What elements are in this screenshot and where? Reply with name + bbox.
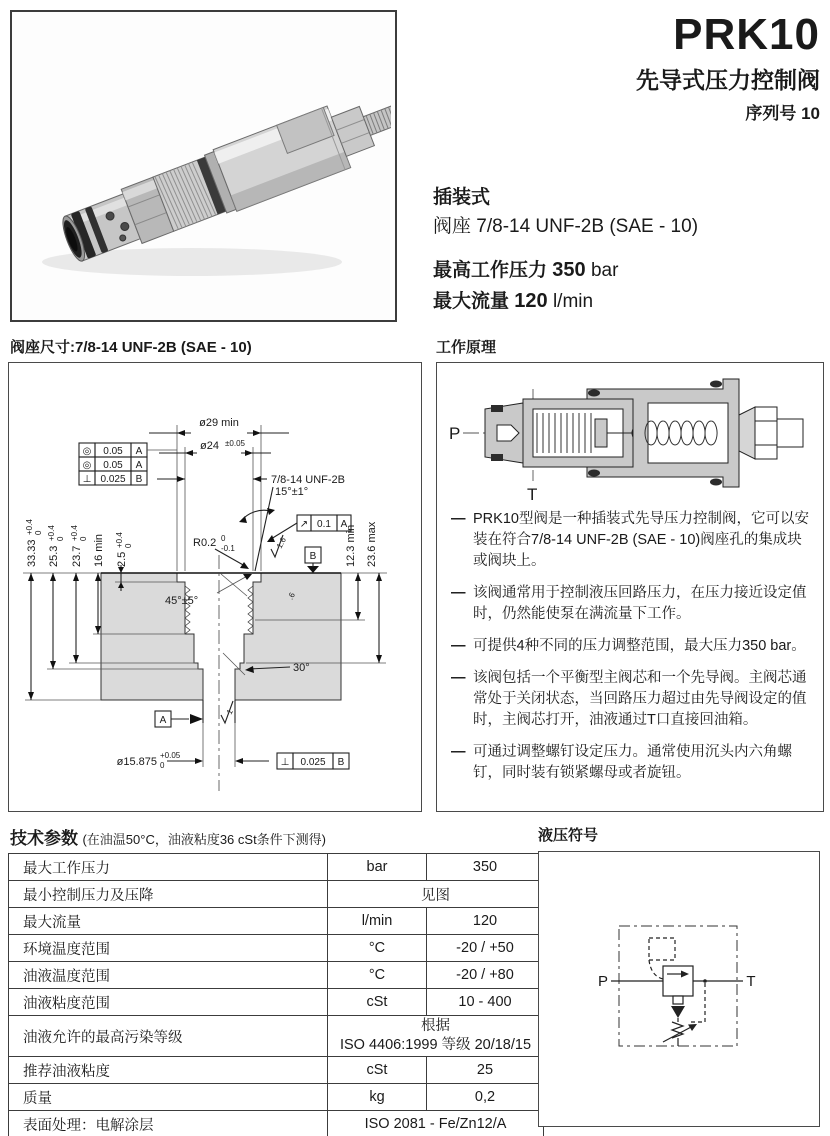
port-t-label: T [527, 485, 538, 504]
principle-bullet [451, 583, 809, 625]
svg-text:A: A [135, 460, 143, 471]
housing-section [101, 573, 341, 723]
specs-title: 技术参数 [10, 829, 78, 848]
port-p-label: P [449, 424, 461, 443]
hydraulic-symbol [539, 852, 816, 1123]
svg-text:1.6: 1.6 [274, 535, 288, 550]
drawing-section-title: 阀座尺寸:7/8-14 UNF-2B (SAE - 10) [10, 339, 252, 356]
valve-cross-section-diagram [437, 363, 820, 505]
svg-text:30°: 30° [293, 662, 310, 674]
svg-text:0: 0 [79, 536, 88, 541]
bullet-marker: — [451, 511, 466, 527]
spec-value: 25 [427, 1057, 544, 1084]
svg-text:+0.4: +0.4 [25, 519, 34, 535]
svg-text:0: 0 [124, 543, 133, 548]
svg-text:↗: ↗ [299, 519, 309, 530]
spec-value: -20 / +80 [427, 962, 544, 989]
intro-block [433, 184, 823, 316]
spec-label: 质量 [9, 1084, 328, 1111]
spec-unit: l/min [328, 908, 427, 935]
spec-label: 油液粘度范围 [9, 989, 328, 1016]
spec-label: 环境温度范围 [9, 935, 328, 962]
svg-text:+0.4: +0.4 [70, 525, 79, 541]
principle-bullets [451, 509, 809, 795]
svg-text:0.05: 0.05 [103, 446, 123, 457]
adjusting-screw [739, 407, 803, 459]
valve-assembly [55, 82, 391, 272]
pilot-stage [523, 399, 648, 467]
spec-unit: °C [328, 962, 427, 989]
spec-label: 油液温度范围 [9, 962, 328, 989]
bullet-text: 可提供4种不同的压力调整范围，最大压力350 bar。 [473, 638, 806, 655]
spec-label: 表面处理：电解涂层 [9, 1111, 328, 1136]
max-pressure-value: 350 [552, 259, 586, 281]
spec-label: 最小控制压力及压降 [9, 881, 328, 908]
spec-label: 最大流量 [9, 908, 328, 935]
bullet-marker: — [451, 744, 466, 761]
spec-unit: kg [328, 1084, 427, 1111]
svg-text:ø15.875: ø15.875 [116, 756, 157, 768]
dim-bore [117, 723, 269, 770]
specs-note: (在油温50°C，油液粘度36 cSt条件下测得) [82, 832, 327, 847]
cavity-drawing-box [8, 362, 422, 812]
specs-header [10, 824, 326, 849]
max-flow-label: 最大流量 [433, 290, 510, 312]
principle-section-title: 工作原理 [436, 339, 497, 356]
svg-text:A: A [135, 446, 143, 457]
datum-a [155, 711, 203, 727]
svg-text:0.05: 0.05 [103, 460, 123, 471]
spec-unit: cSt [328, 1057, 427, 1084]
product-photo [10, 10, 397, 322]
bullet-text: 可通过调整螺钉设定压力。通常使用沉头内六角螺钉，同时装有锁紧螺母或者旋钮。 [473, 744, 792, 782]
spec-value-line1: 根据 [421, 1018, 450, 1035]
svg-text:23.6 max: 23.6 max [366, 521, 378, 567]
svg-text:23.7: 23.7 [71, 545, 83, 567]
svg-text:25.3: 25.3 [48, 545, 60, 567]
specs-table [8, 853, 544, 1136]
bullet-marker: — [451, 585, 466, 602]
spec-label: 最大工作压力 [9, 854, 328, 881]
svg-text:45°±5°: 45°±5° [165, 595, 199, 607]
svg-text:+0.05: +0.05 [160, 751, 181, 760]
relief-valve-symbol [611, 938, 743, 1046]
perpendicularity-frame [277, 753, 349, 769]
svg-text:B: B [309, 551, 317, 562]
spec-value: 120 [427, 908, 544, 935]
product-subtitle: 先导式压力控制阀 [636, 67, 820, 94]
spec-unit: bar [328, 854, 427, 881]
series-number: 序列号 10 [745, 104, 820, 124]
spec-value [328, 1016, 544, 1057]
bullet-text: PRK10型阀是一种插装式先导压力控制阀，它可以安装在符合7/8-14 UNF-2B (SAE - 10)阀座孔的集成块或阀块上。 [473, 511, 809, 570]
svg-text:⊥: ⊥ [82, 474, 92, 485]
svg-text:0.025: 0.025 [300, 757, 326, 768]
spec-value: 350 [427, 854, 544, 881]
svg-text:-0.1: -0.1 [221, 544, 235, 553]
max-flow-line [433, 286, 823, 317]
svg-text:1.6: 1.6 [224, 591, 297, 716]
table-row [9, 881, 544, 908]
dim-radius [193, 534, 249, 569]
svg-text:33.33: 33.33 [26, 539, 38, 567]
symbol-box [538, 851, 820, 1127]
bullet-marker: — [451, 638, 466, 655]
svg-text:◎: ◎ [82, 460, 92, 471]
cavity-spec: 阀座 7/8-14 UNF-2B (SAE - 10) [433, 215, 699, 237]
dim-d24 [159, 439, 271, 456]
symbol-port-p: P [597, 973, 609, 990]
svg-text:ø29 min: ø29 min [199, 417, 239, 429]
max-pressure-line [433, 255, 823, 286]
bullet-text: 该阀包括一个平衡型主阀芯和一个先导阀。主阀芯通常处于关闭状态，当回路压力超过由先导阀设定的值时，主阀芯打开，油液通过T口直接回油箱。 [473, 670, 807, 729]
spec-value: ISO 2081 - Fe/Zn12/A [328, 1111, 544, 1136]
svg-text:2.5: 2.5 [116, 551, 128, 567]
spec-value: 见图 [328, 881, 544, 908]
svg-text:0: 0 [34, 530, 43, 535]
principle-bullet [451, 668, 809, 731]
table-row [9, 935, 544, 962]
principle-bullet [451, 636, 809, 657]
svg-text:B: B [337, 757, 345, 768]
svg-text:+0.4: +0.4 [47, 525, 56, 541]
svg-text:◎: ◎ [82, 446, 92, 457]
svg-text:0: 0 [221, 534, 226, 543]
svg-text:B: B [135, 474, 143, 485]
svg-text:0: 0 [56, 536, 65, 541]
svg-text:16 min: 16 min [93, 533, 105, 567]
svg-text:⊥: ⊥ [280, 757, 290, 768]
spec-value: -20 / +50 [427, 935, 544, 962]
max-pressure-label: 最高工作压力 [433, 260, 548, 281]
bullet-marker: — [451, 670, 466, 687]
cavity-drawing [9, 363, 418, 808]
table-row [9, 854, 544, 881]
cartridge-valve-photo-illustration [12, 12, 391, 316]
table-row [9, 1111, 544, 1136]
max-flow-unit: l/min [552, 290, 594, 312]
svg-text:A: A [159, 715, 167, 726]
principle-bullet [451, 742, 809, 784]
spec-value-line2: ISO 4406:1999 等级 20/18/15 [339, 1037, 532, 1053]
table-row [9, 1084, 544, 1111]
svg-text:A: A [340, 519, 348, 530]
spec-unit: cSt [328, 989, 427, 1016]
table-row [9, 1057, 544, 1084]
symbol-port-t: T [746, 973, 756, 990]
nose-section [485, 403, 523, 463]
svg-text:0: 0 [160, 761, 165, 770]
spec-unit: °C [328, 935, 427, 962]
spec-value: 0,2 [427, 1084, 544, 1111]
svg-text:0.025: 0.025 [100, 474, 126, 485]
dim-d29 [149, 417, 289, 436]
svg-text:ø24: ø24 [200, 440, 219, 452]
spec-label: 油液允许的最高污染等级 [9, 1016, 328, 1057]
page-header [420, 12, 820, 124]
svg-text:7/8-14 UNF-2B: 7/8-14 UNF-2B [271, 474, 345, 486]
symbol-section-title: 液压符号 [538, 827, 599, 844]
mount-type: 插装式 [433, 187, 491, 208]
svg-text:±0.05: ±0.05 [225, 439, 245, 448]
table-row [9, 1016, 544, 1057]
datum-b [305, 547, 321, 573]
svg-text:15°±1°: 15°±1° [275, 486, 309, 498]
table-row [9, 989, 544, 1016]
roughness-top [271, 535, 288, 557]
svg-text:12.3 min: 12.3 min [345, 524, 357, 567]
bullet-text: 该阀通常用于控制液压回路压力，在压力接近设定值时，仍然能使泵在满流量下工作。 [473, 585, 807, 623]
table-row [9, 962, 544, 989]
svg-text:0.1: 0.1 [317, 519, 331, 530]
table-row [9, 908, 544, 935]
product-name: PRK10 [673, 10, 820, 59]
max-pressure-unit: bar [590, 260, 619, 281]
principle-bullet [451, 509, 809, 572]
dim-taper-angle [239, 486, 308, 571]
max-flow-value: 120 [514, 289, 548, 312]
spec-value: 10 - 400 [427, 989, 544, 1016]
svg-text:R0.2: R0.2 [193, 537, 217, 549]
principle-box [436, 362, 824, 812]
spec-label: 推荐油液粘度 [9, 1057, 328, 1084]
svg-text:+0.4: +0.4 [115, 532, 124, 548]
